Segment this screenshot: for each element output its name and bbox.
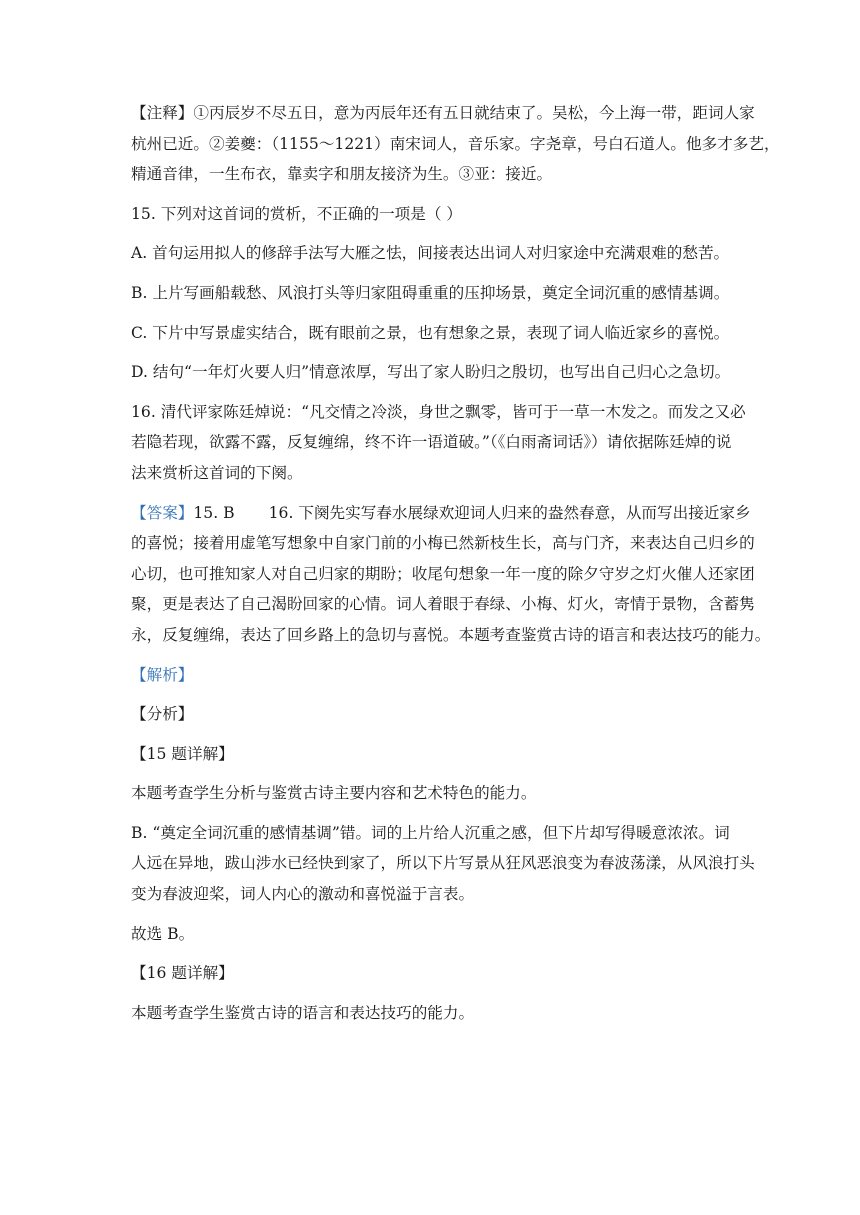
text-line: 永，反复缠绵，表达了回乡路上的急切与喜悦。本题考查鉴赏古诗的语言和表达技巧的能力。 (131, 625, 771, 644)
text-line: 【注释】①丙辰岁不尽五日，意为丙辰年还有五日就结束了。吴松，今上海一带，距词人家 (131, 104, 755, 122)
document-page (131, 98, 780, 1037)
text-line: 故选 B。 (131, 924, 195, 943)
text-line: 【16 题详解】 (131, 964, 234, 983)
detail-15-choice (131, 919, 731, 950)
detail-16-title (131, 958, 731, 989)
question-15-option-d (131, 357, 731, 388)
answer-16-start: 16. 下阕先实写春水展绿欢迎词人归来的盎然春意，从而写出接近家乡 (268, 503, 751, 522)
text-line: 【15 题详解】 (131, 744, 234, 763)
text-line: B. “奠定全词沉重的感情基调”错。词的上片给人沉重之感，但下片却写得暖意浓浓。词 (131, 823, 730, 842)
text-line: 变为春波迎桨，词人内心的激动和喜悦溢于言表。 (131, 885, 475, 904)
text-line: 的喜悦；接着用虚笔写想象中自家门前的小梅已然新枝生长，高与门齐，来表达自己归乡的 (131, 534, 755, 553)
analysis-tag: 【解析】 (131, 665, 194, 684)
detail-15-intro (131, 778, 731, 809)
annotation-paragraph (131, 98, 780, 190)
text-line: 心切，也可推知家人对自己归家的期盼；收尾句想象一年一度的除夕守岁之灯火催人还家团 (131, 564, 755, 583)
text-line: 【分析】 (131, 705, 194, 724)
text-line: C. 下片中写景虚实结合，既有眼前之景，也有想象之景，表现了词人临近家乡的喜悦。 (131, 323, 730, 342)
analysis-heading (131, 660, 731, 691)
text-line: A. 首句运用拟人的修辞手法写大雁之怯，间接表达出词人对归家途中充满艰难的愁苦。 (131, 244, 730, 263)
text-line: 杭州已近。②姜夔：（1155～1221）南宋词人，音乐家。字尧章，号白石道人。他多才多艺， (131, 134, 780, 153)
answer-section (131, 498, 771, 651)
detail-15-title (131, 739, 731, 770)
fenxi-heading (131, 699, 731, 730)
detail-16-intro (131, 998, 731, 1029)
answer-tag: 【答案】 (131, 503, 194, 522)
text-line: 15. 下列对这首词的赏析，不正确的一项是（ ） (131, 204, 462, 223)
text-line: 精通音律，一生布衣，靠卖字和朋友接济为生。③亚：接近。 (131, 165, 553, 184)
text-line: 本题考查学生分析与鉴赏古诗主要内容和艺术特色的能力。 (131, 784, 537, 803)
text-line: 人远在异地，跋山涉水已经快到家了，所以下片写景从狂风恶浪变为春波荡漾，从风浪打头 (131, 854, 755, 873)
question-15-option-b (131, 278, 731, 309)
text-line: 聚，更是表达了自己渴盼回家的心情。词人着眼于春绿、小梅、灯火，寄情于景物，含蓄隽 (131, 595, 755, 614)
text-line: 若隐若现，欲露不露，反复缠绵，终不许一语道破。”（《白雨斋词话》）请依据陈廷焯的说 (131, 433, 732, 452)
text-line: B. 上片写画船载愁、风浪打头等归家阻碍重重的压抑场景，奠定全词沉重的感情基调。 (131, 283, 730, 302)
text-line: 16. 清代评家陈廷焯说：“凡交情之冷淡，身世之飘零，皆可于一草一木发之。而发之又必 (131, 402, 746, 421)
question-15-stem (131, 199, 731, 230)
answer-15: 15. B (193, 503, 235, 522)
question-15-option-a (131, 238, 731, 269)
text-line: 法来赏析这首词的下阕。 (131, 463, 303, 482)
text-line: D. 结句“一年灯火要人归”情意浓厚，写出了家人盼归之殷切，也写出自己归心之急切。 (131, 363, 731, 382)
answer-first-line (131, 498, 751, 529)
question-15-option-c (131, 318, 731, 349)
detail-15-body (131, 818, 755, 910)
text-line: 本题考查学生鉴赏古诗的语言和表达技巧的能力。 (131, 1003, 475, 1022)
question-16 (131, 397, 746, 489)
